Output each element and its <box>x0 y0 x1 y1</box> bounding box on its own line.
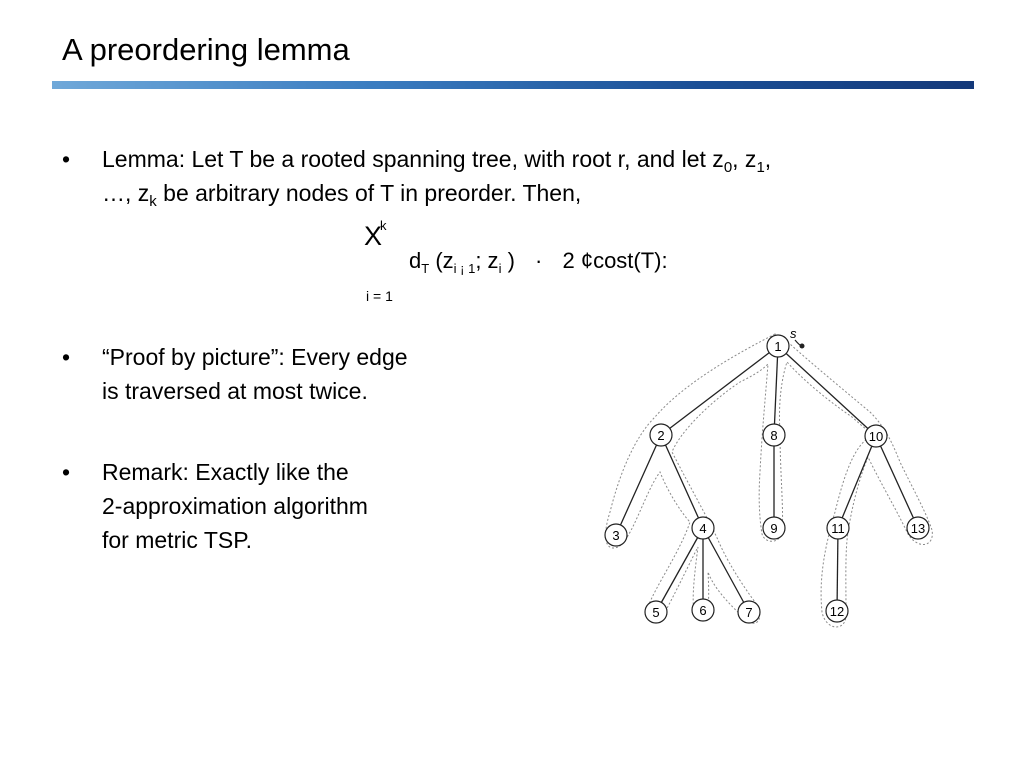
node-label: 13 <box>910 521 926 536</box>
node-label: 1 <box>774 339 782 354</box>
bullet-marker: • <box>62 459 71 485</box>
node-label: 11 <box>831 521 845 536</box>
sum-symbol: X <box>364 221 383 251</box>
slide-title: A preordering lemma <box>62 32 350 67</box>
node-label: 6 <box>699 603 707 618</box>
title-divider <box>52 81 974 89</box>
node-label: 12 <box>829 604 845 619</box>
node-label: 4 <box>699 521 707 536</box>
sum-lower-limit: i = 1 <box>366 288 393 304</box>
formula-body: $d_T$ ($z_{i ¡ 1}$; $z_i$ ) · 2 ¢cost(T): <box>409 248 668 276</box>
remark-text: Remark: Exactly like the 2-approximation algorithm for metric TSP. <box>102 459 368 553</box>
lemma-line-1: Lemma: Let T be a rooted spanning tree, with root r, and let $z_0$, $z_1$, <box>102 146 772 176</box>
node-label: 5 <box>652 605 660 620</box>
node-label: 10 <box>868 429 884 444</box>
tree-edges <box>616 346 918 612</box>
node-label: 8 <box>770 428 778 443</box>
traversal-path <box>606 334 933 627</box>
node-label: 2 <box>657 428 665 443</box>
start-label: s <box>790 326 797 341</box>
bullet-marker: • <box>62 146 71 172</box>
node-label: 3 <box>612 528 620 543</box>
tree-nodes <box>605 335 929 623</box>
node-label: 7 <box>745 605 753 620</box>
bullet-marker: • <box>62 344 71 370</box>
lemma-line-2: …, $z_k$ be arbitrary nodes of T in preorder. Then, <box>102 180 582 210</box>
node-label: 9 <box>770 521 778 536</box>
lemma-text <box>102 142 982 210</box>
sum-upper-limit: k <box>380 218 387 233</box>
proof-text: “Proof by picture”: Every edge is traversed at most twice. <box>102 344 408 404</box>
tree-diagram <box>590 322 950 642</box>
